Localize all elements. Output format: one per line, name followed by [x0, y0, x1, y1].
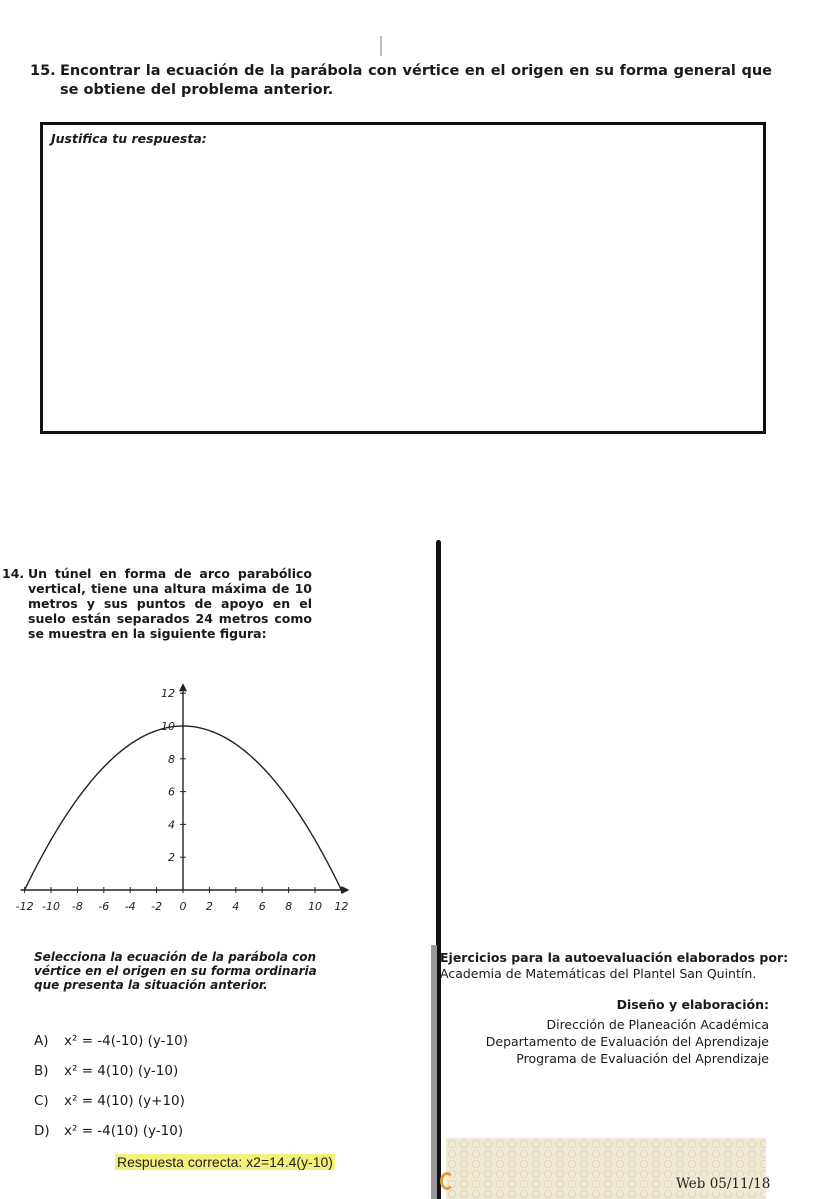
credits-dept-2: Departamento de Evaluación del Aprendizaje — [485, 1034, 769, 1049]
y-tick-label: 8 — [168, 752, 175, 766]
option-b[interactable] — [34, 1062, 178, 1080]
x-tick-label: -8 — [71, 900, 83, 913]
x-tick-label: -10 — [42, 900, 60, 913]
option-a-letter: A) — [34, 1033, 49, 1049]
x-tick-label: -4 — [124, 900, 136, 913]
option-a[interactable] — [34, 1032, 188, 1050]
question-14-number: 14. — [2, 566, 25, 581]
credits-dept-1: Dirección de Planeación Académica — [546, 1017, 769, 1032]
x-tick-label: 6 — [258, 900, 266, 913]
top-marker — [380, 36, 382, 56]
option-d[interactable] — [34, 1122, 183, 1140]
x-tick-label: -12 — [15, 900, 34, 913]
x-tick-label: 10 — [308, 900, 322, 913]
option-d-letter: D) — [34, 1123, 50, 1139]
web-date: Web 05/11/18 — [676, 1176, 771, 1192]
question-15-number: 15. — [30, 63, 56, 79]
x-tick-label: 4 — [232, 900, 240, 913]
credits-heading: Diseño y elaboración: — [616, 997, 769, 1012]
decorative-swirl — [440, 1172, 454, 1190]
justify-label: Justifica tu respuesta: — [51, 131, 207, 146]
option-a-equation: x² = -4(-10) (y-10) — [64, 1033, 188, 1049]
credits-line-1: Ejercicios para la autoevaluación elaborados por: — [440, 950, 789, 965]
question-14-text: Un túnel en forma de arco parabólico vertical, tiene una altura máxima de 10 metros y sus puntos de apoyo en el suelo están separados 24 metros como se muestra en la siguiente figura: — [28, 566, 312, 641]
x-axis-arrow — [341, 886, 349, 894]
question-15 — [30, 62, 775, 98]
y-tick-label: 4 — [168, 818, 175, 832]
x-tick-label: -2 — [151, 900, 163, 913]
y-axis-arrow — [179, 683, 187, 691]
question-15-text: Encontrar la ecuación de la parábola con vértice en el origen en su forma general que se obtiene del problema anterior. — [60, 63, 772, 98]
correct-answer — [115, 1154, 335, 1170]
y-tick-label: 2 — [168, 851, 175, 865]
option-c[interactable] — [34, 1092, 185, 1110]
option-d-equation: x² = -4(10) (y-10) — [64, 1123, 184, 1139]
option-b-equation: x² = 4(10) (y-10) — [64, 1063, 179, 1079]
question-14-instruction: Selecciona la ecuación de la parábola con vértice en el origen en su forma ordinaria que presenta la situación anterior. — [34, 950, 317, 992]
y-tick-label: 10 — [161, 720, 175, 733]
option-b-letter: B) — [34, 1063, 49, 1079]
option-c-letter: C) — [34, 1093, 49, 1109]
answer-box[interactable] — [40, 122, 766, 434]
credits-dept-3: Programa de Evaluación del Aprendizaje — [516, 1051, 769, 1066]
parabola-graph — [0, 680, 360, 920]
option-c-equation: x² = 4(10) (y+10) — [64, 1093, 185, 1109]
credits-line-2: Academia de Matemáticas del Plantel San Quintín. — [440, 966, 757, 981]
x-tick-label: 2 — [205, 900, 213, 913]
y-tick-label: 6 — [168, 785, 175, 799]
y-tick-label: 12 — [161, 687, 175, 701]
x-tick-label: -6 — [98, 900, 110, 913]
x-tick-label: 12 — [334, 900, 349, 913]
correct-answer-text: Respuesta correcta: x2=14.4(y-10) — [117, 1154, 333, 1170]
column-divider-gray — [431, 945, 437, 1199]
x-tick-label: 0 — [179, 900, 187, 913]
x-tick-label: 8 — [285, 900, 293, 913]
